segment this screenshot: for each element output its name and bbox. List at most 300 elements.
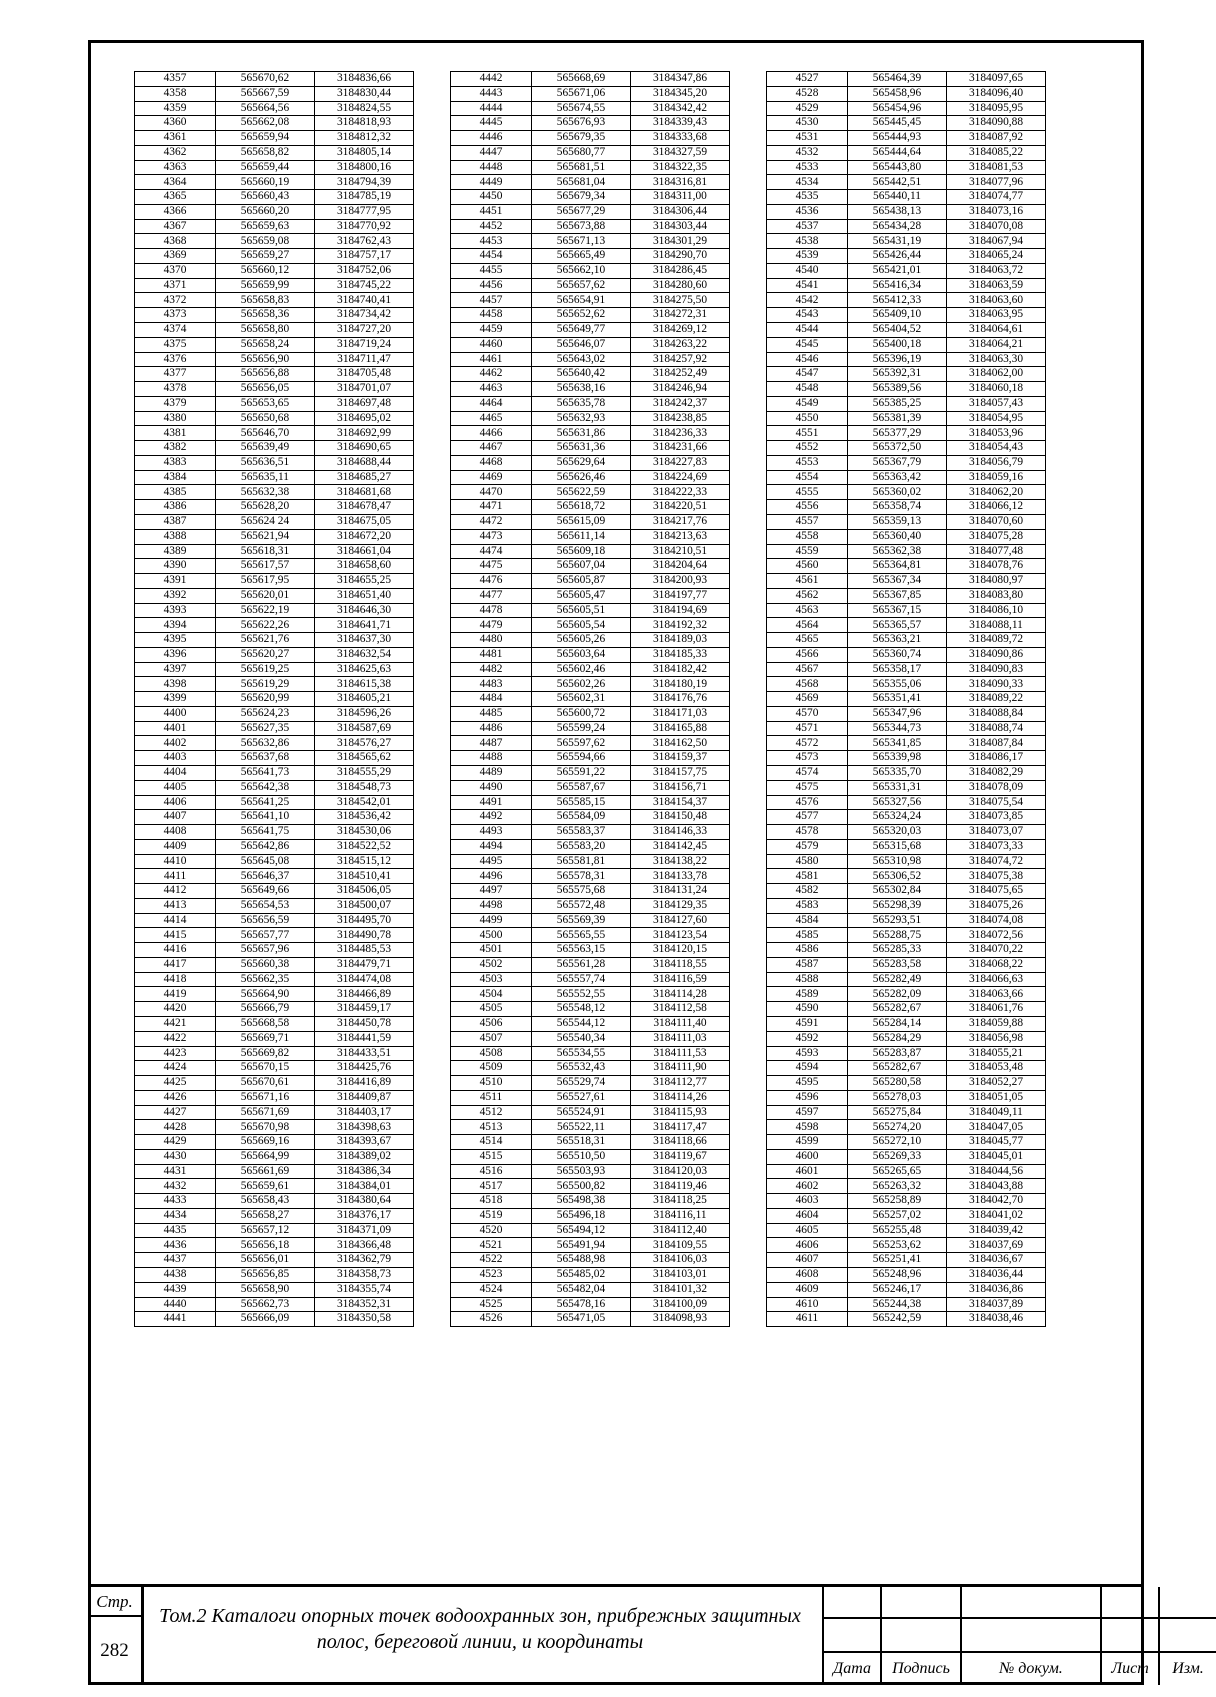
coord-x-cell: 565671,16 [216,1090,315,1105]
coord-y-cell: 3184678,47 [315,500,414,515]
coord-x-cell: 565242,59 [848,1312,947,1327]
point-number-cell: 4600 [767,1149,848,1164]
table-row [767,1179,1046,1194]
point-number-cell: 4496 [451,869,532,884]
grid-cell [822,1619,880,1653]
coord-x-cell: 565666,09 [216,1312,315,1327]
point-number-cell: 4441 [135,1312,216,1327]
coord-y-cell: 3184719,24 [315,337,414,352]
table-row [451,603,730,618]
point-number-cell: 4361 [135,131,216,146]
coord-y-cell: 3184051,05 [947,1090,1046,1105]
coord-y-cell: 3184056,79 [947,455,1046,470]
point-number-cell: 4403 [135,751,216,766]
point-number-cell: 4533 [767,160,848,175]
coord-x-cell: 565654,91 [532,293,631,308]
coord-x-cell: 565658,24 [216,337,315,352]
table-row [767,1046,1046,1061]
coord-y-cell: 3184231,66 [631,441,730,456]
point-number-cell: 4565 [767,633,848,648]
coord-x-cell: 565389,56 [848,382,947,397]
coord-x-cell: 565609,18 [532,544,631,559]
coord-y-cell: 3184074,08 [947,913,1046,928]
point-number-cell: 4468 [451,455,532,470]
coord-x-cell: 565272,10 [848,1135,947,1150]
coord-y-cell: 3184089,72 [947,633,1046,648]
coord-x-cell: 565584,09 [532,810,631,825]
coord-x-cell: 565627,35 [216,721,315,736]
point-number-cell: 4452 [451,219,532,234]
coord-x-cell: 565597,62 [532,736,631,751]
coord-y-cell: 3184088,84 [947,706,1046,721]
table-row [135,957,414,972]
table-row [451,736,730,751]
table-row [767,529,1046,544]
coord-y-cell: 3184213,63 [631,529,730,544]
point-number-cell: 4546 [767,352,848,367]
table-row [767,647,1046,662]
coord-y-cell: 3184269,12 [631,323,730,338]
coord-y-cell: 3184398,63 [315,1120,414,1135]
coord-x-cell: 565569,39 [532,913,631,928]
coord-y-cell: 3184114,28 [631,987,730,1002]
coord-x-cell: 565587,67 [532,780,631,795]
coord-x-cell: 565659,99 [216,278,315,293]
table-row [135,692,414,707]
coord-y-cell: 3184103,01 [631,1268,730,1283]
point-number-cell: 4571 [767,721,848,736]
coord-x-cell: 565670,62 [216,72,315,87]
point-number-cell: 4404 [135,765,216,780]
point-number-cell: 4502 [451,957,532,972]
table-row [451,441,730,456]
table-row [135,736,414,751]
point-number-cell: 4431 [135,1164,216,1179]
coord-y-cell: 3184111,40 [631,1017,730,1032]
point-number-cell: 4524 [451,1282,532,1297]
point-number-cell: 4577 [767,810,848,825]
table-row [135,1238,414,1253]
table-row [135,677,414,692]
coord-y-cell: 3184075,26 [947,898,1046,913]
point-number-cell: 4457 [451,293,532,308]
grid-cell-signature [880,1653,960,1685]
point-number-cell: 4587 [767,957,848,972]
table-row [767,101,1046,116]
table-row [451,662,730,677]
table-row [451,618,730,633]
table-row [767,500,1046,515]
point-number-cell: 4578 [767,825,848,840]
coord-y-cell: 3184073,33 [947,839,1046,854]
point-number-cell: 4376 [135,352,216,367]
coord-x-cell: 565578,31 [532,869,631,884]
coord-y-cell: 3184129,35 [631,898,730,913]
coord-y-cell: 3184118,66 [631,1135,730,1150]
table-row [135,145,414,160]
coord-y-cell: 3184641,71 [315,618,414,633]
table-row [451,795,730,810]
coord-x-cell: 565666,79 [216,1002,315,1017]
coord-y-cell: 3184290,70 [631,249,730,264]
coord-x-cell: 565288,75 [848,928,947,943]
table-row [767,1061,1046,1076]
point-number-cell: 4604 [767,1208,848,1223]
table-row [135,987,414,1002]
point-number-cell: 4434 [135,1208,216,1223]
coord-x-cell: 565656,01 [216,1253,315,1268]
coord-y-cell: 3184059,16 [947,470,1046,485]
coord-x-cell: 565572,48 [532,898,631,913]
coord-y-cell: 3184066,12 [947,500,1046,515]
coord-x-cell: 565488,98 [532,1253,631,1268]
point-number-cell: 4438 [135,1268,216,1283]
table-row [135,116,414,131]
coord-y-cell: 3184220,51 [631,500,730,515]
table-row [135,426,414,441]
table-row [135,765,414,780]
point-number-cell: 4423 [135,1046,216,1061]
coord-y-cell: 3184366,48 [315,1238,414,1253]
table-row [135,1076,414,1091]
table-row [451,780,730,795]
coord-y-cell: 3184114,26 [631,1090,730,1105]
label-doc-number: № докум. [999,1660,1063,1677]
coord-x-cell: 565620,27 [216,647,315,662]
coord-x-cell: 565619,25 [216,662,315,677]
point-number-cell: 4593 [767,1046,848,1061]
point-number-cell: 4595 [767,1076,848,1091]
point-number-cell: 4585 [767,928,848,943]
point-number-cell: 4529 [767,101,848,116]
coord-x-cell: 565444,93 [848,131,947,146]
table-row [135,1223,414,1238]
coord-y-cell: 3184705,48 [315,367,414,382]
table-row [135,706,414,721]
coord-y-cell: 3184506,05 [315,884,414,899]
point-number-cell: 4382 [135,441,216,456]
point-number-cell: 4453 [451,234,532,249]
coord-y-cell: 3184830,44 [315,86,414,101]
coord-y-cell: 3184661,04 [315,544,414,559]
point-number-cell: 4569 [767,692,848,707]
point-number-cell: 4508 [451,1046,532,1061]
coord-y-cell: 3184542,01 [315,795,414,810]
point-number-cell: 4503 [451,972,532,987]
point-number-cell: 4486 [451,721,532,736]
point-number-cell: 4563 [767,603,848,618]
coord-y-cell: 3184078,09 [947,780,1046,795]
coord-x-cell: 565575,68 [532,884,631,899]
coord-y-cell: 3184068,22 [947,957,1046,972]
table-row [135,633,414,648]
point-number-cell: 4442 [451,72,532,87]
coord-x-cell: 565617,57 [216,559,315,574]
table-row [135,337,414,352]
coord-y-cell: 3184625,63 [315,662,414,677]
coord-x-cell: 565626,46 [532,470,631,485]
point-number-cell: 4460 [451,337,532,352]
table-row [767,1223,1046,1238]
table-row [451,1194,730,1209]
coordinate-table-1 [134,71,414,1327]
point-number-cell: 4467 [451,441,532,456]
coord-y-cell: 3184073,07 [947,825,1046,840]
coord-y-cell: 3184632,54 [315,647,414,662]
coord-x-cell: 565282,49 [848,972,947,987]
coord-y-cell: 3184074,72 [947,854,1046,869]
coord-y-cell: 3184800,16 [315,160,414,175]
coord-y-cell: 3184466,89 [315,987,414,1002]
page-label: Стр. [88,1587,141,1617]
coord-x-cell: 565660,43 [216,190,315,205]
coord-x-cell: 565653,65 [216,396,315,411]
point-number-cell: 4394 [135,618,216,633]
coord-x-cell: 565440,11 [848,190,947,205]
coord-x-cell: 565278,03 [848,1090,947,1105]
coord-x-cell: 565274,20 [848,1120,947,1135]
coord-x-cell: 565659,63 [216,219,315,234]
table-row [135,1312,414,1327]
table-row [767,455,1046,470]
coord-y-cell: 3184146,33 [631,825,730,840]
table-row [135,1253,414,1268]
coord-x-cell: 565660,38 [216,957,315,972]
table-row [135,529,414,544]
coord-y-cell: 3184119,46 [631,1179,730,1194]
coord-y-cell: 3184257,92 [631,352,730,367]
table-row [767,1105,1046,1120]
coord-y-cell: 3184236,33 [631,426,730,441]
coord-y-cell: 3184116,11 [631,1208,730,1223]
coord-x-cell: 565364,81 [848,559,947,574]
table-row [767,559,1046,574]
coord-x-cell: 565341,85 [848,736,947,751]
coord-x-cell: 565544,12 [532,1017,631,1032]
coord-x-cell: 565632,93 [532,411,631,426]
coord-x-cell: 565327,56 [848,795,947,810]
point-number-cell: 4573 [767,751,848,766]
coord-x-cell: 565680,77 [532,145,631,160]
coord-x-cell: 565585,15 [532,795,631,810]
coord-x-cell: 565591,22 [532,765,631,780]
table-row [767,485,1046,500]
coord-y-cell: 3184242,37 [631,396,730,411]
coord-y-cell: 3184416,89 [315,1076,414,1091]
table-row [451,706,730,721]
coord-x-cell: 565641,75 [216,825,315,840]
coord-x-cell: 565600,72 [532,706,631,721]
coord-y-cell: 3184701,07 [315,382,414,397]
point-number-cell: 4527 [767,72,848,87]
coord-x-cell: 565669,16 [216,1135,315,1150]
table-row [451,721,730,736]
point-number-cell: 4572 [767,736,848,751]
point-number-cell: 4588 [767,972,848,987]
coord-y-cell: 3184060,18 [947,382,1046,397]
point-number-cell: 4555 [767,485,848,500]
coord-x-cell: 565445,45 [848,116,947,131]
coord-y-cell: 3184757,17 [315,249,414,264]
coord-y-cell: 3184500,07 [315,898,414,913]
table-row [451,957,730,972]
table-row [767,662,1046,677]
table-row [767,928,1046,943]
point-number-cell: 4594 [767,1061,848,1076]
coord-x-cell: 565639,49 [216,441,315,456]
coord-y-cell: 3184078,76 [947,559,1046,574]
table-row [135,293,414,308]
coord-x-cell: 565552,55 [532,987,631,1002]
coord-x-cell: 565344,73 [848,721,947,736]
coord-y-cell: 3184157,75 [631,765,730,780]
coord-y-cell: 3184049,11 [947,1105,1046,1120]
table-row [767,869,1046,884]
coord-y-cell: 3184204,64 [631,559,730,574]
coord-x-cell: 565400,18 [848,337,947,352]
coord-x-cell: 565275,84 [848,1105,947,1120]
table-row [767,603,1046,618]
coord-x-cell: 565603,64 [532,647,631,662]
coord-y-cell: 3184672,20 [315,529,414,544]
point-number-cell: 4564 [767,618,848,633]
point-number-cell: 4388 [135,529,216,544]
coord-x-cell: 565320,03 [848,825,947,840]
point-number-cell: 4437 [135,1253,216,1268]
table-row [767,116,1046,131]
point-number-cell: 4381 [135,426,216,441]
point-number-cell: 4543 [767,308,848,323]
table-row [135,913,414,928]
coord-y-cell: 3184096,40 [947,86,1046,101]
table-row [135,72,414,87]
point-number-cell: 4385 [135,485,216,500]
coord-y-cell: 3184384,01 [315,1179,414,1194]
table-row [451,987,730,1002]
coord-y-cell: 3184044,56 [947,1164,1046,1179]
coord-y-cell: 3184119,67 [631,1149,730,1164]
coord-x-cell: 565638,16 [532,382,631,397]
coord-x-cell: 565362,38 [848,544,947,559]
label-revision: Изм. [1172,1660,1204,1677]
coord-y-cell: 3184039,42 [947,1223,1046,1238]
coord-x-cell: 565500,82 [532,1179,631,1194]
table-row [767,721,1046,736]
table-row [451,101,730,116]
point-number-cell: 4596 [767,1090,848,1105]
point-number-cell: 4483 [451,677,532,692]
point-number-cell: 4451 [451,204,532,219]
coord-y-cell: 3184088,11 [947,618,1046,633]
coord-y-cell: 3184165,88 [631,721,730,736]
coord-x-cell: 565253,62 [848,1238,947,1253]
point-number-cell: 4480 [451,633,532,648]
coord-x-cell: 565482,04 [532,1282,631,1297]
coord-x-cell: 565522,11 [532,1120,631,1135]
grid-cell [960,1587,1100,1619]
point-number-cell: 4389 [135,544,216,559]
grid-cell [880,1587,960,1619]
table-row [767,795,1046,810]
point-number-cell: 4520 [451,1223,532,1238]
table-row [135,219,414,234]
coord-y-cell: 3184217,76 [631,514,730,529]
point-number-cell: 4488 [451,751,532,766]
coord-x-cell: 565665,49 [532,249,631,264]
point-number-cell: 4391 [135,574,216,589]
point-number-cell: 4378 [135,382,216,397]
coord-x-cell: 565656,88 [216,367,315,382]
coord-x-cell: 565658,36 [216,308,315,323]
coord-x-cell: 565365,57 [848,618,947,633]
coord-y-cell: 3184189,03 [631,633,730,648]
coord-y-cell: 3184070,22 [947,943,1046,958]
table-row [767,633,1046,648]
coord-x-cell: 565594,66 [532,751,631,766]
table-row [451,86,730,101]
table-row [135,1282,414,1297]
table-row [135,160,414,175]
coord-y-cell: 3184358,73 [315,1268,414,1283]
coord-x-cell: 565527,61 [532,1090,631,1105]
point-number-cell: 4445 [451,116,532,131]
point-number-cell: 4550 [767,411,848,426]
coord-x-cell: 565632,86 [216,736,315,751]
coord-y-cell: 3184150,48 [631,810,730,825]
coord-x-cell: 565650,68 [216,411,315,426]
coord-x-cell: 565269,33 [848,1149,947,1164]
table-row [135,263,414,278]
coord-x-cell: 565293,51 [848,913,947,928]
point-number-cell: 4519 [451,1208,532,1223]
table-row [767,131,1046,146]
point-number-cell: 4497 [451,884,532,899]
point-number-cell: 4478 [451,603,532,618]
coord-x-cell: 565674,55 [532,101,631,116]
coord-x-cell: 565548,12 [532,1002,631,1017]
table-row [135,721,414,736]
point-number-cell: 4405 [135,780,216,795]
point-number-cell: 4414 [135,913,216,928]
coord-x-cell: 565654,53 [216,898,315,913]
point-number-cell: 4589 [767,987,848,1002]
coord-x-cell: 565656,85 [216,1268,315,1283]
coord-x-cell: 565632,38 [216,485,315,500]
table-row [135,455,414,470]
point-number-cell: 4439 [135,1282,216,1297]
coord-x-cell: 565302,84 [848,884,947,899]
coord-y-cell: 3184522,52 [315,839,414,854]
coord-x-cell: 565443,80 [848,160,947,175]
coord-y-cell: 3184459,17 [315,1002,414,1017]
coord-y-cell: 3184224,69 [631,470,730,485]
table-row [767,86,1046,101]
coordinate-table-2 [450,71,730,1327]
table-row [135,751,414,766]
table-row [451,1268,730,1283]
coord-x-cell: 565669,71 [216,1031,315,1046]
coord-y-cell: 3184495,70 [315,913,414,928]
table-row [767,1149,1046,1164]
point-number-cell: 4551 [767,426,848,441]
coord-y-cell: 3184111,90 [631,1061,730,1076]
coord-y-cell: 3184658,60 [315,559,414,574]
coord-x-cell: 565339,98 [848,751,947,766]
coord-x-cell: 565438,13 [848,204,947,219]
point-number-cell: 4487 [451,736,532,751]
coord-y-cell: 3184162,50 [631,736,730,751]
point-number-cell: 4500 [451,928,532,943]
